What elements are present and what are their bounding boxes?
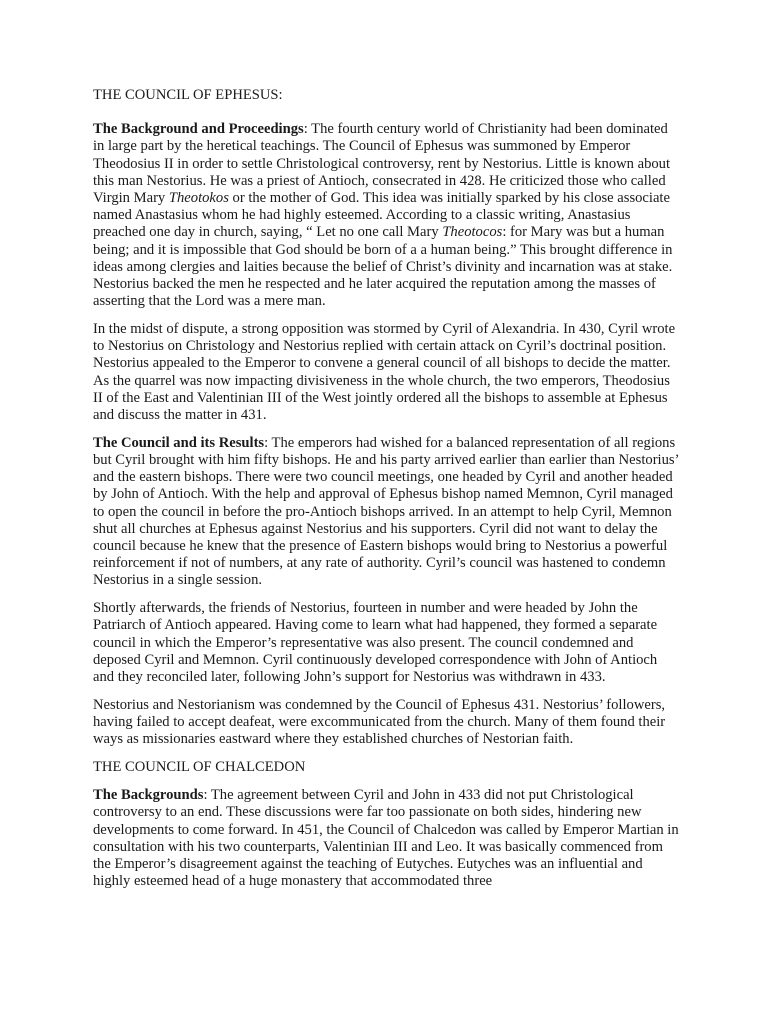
document-page <box>93 87 680 901</box>
paragraph-afterwards: Shortly afterwards, the friends of Nestorius, fourteen in number and were headed by John the Patriarch of Antioch appeared. Having come to learn what had happened, they formed a separate council in which the Emperor’s representative was also present. The council condemned and deposed Cyril and Memnon. Cyril continuously developed correspondence with John of Antioch and they reconciled later, following John’s support for Nestorius was withdrawn in 433. <box>93 600 658 686</box>
paragraph-lead-council-results: The Council and its Results <box>93 434 265 451</box>
paragraph-text: : The agreement between Cyril and John in 433 did not put Christological controversy to an end. These discussions were far too passionate on both sides, hindering new developments to come forward. In 451, the Council of Chalcedon was called by Emperor Martian in consultation with his two counterparts, Valentinian III and Leo. It was basically commenced from the Emperor’s disagreement against the teaching of Eutyches. Eutyches was an influential and highly esteemed head of a huge monastery that accommodated three <box>93 787 679 890</box>
paragraph-text: or the mother of God. This idea was initially sparked by his close associate named Anastasius whom he had highly esteemed. According to a classic writing, Anastasius preached one day in church, saying, “ Let no one call Mary <box>93 190 670 241</box>
paragraph-background-proceedings <box>93 121 680 310</box>
paragraph-dispute: In the midst of dispute, a strong opposition was stormed by Cyril of Alexandria. In 430, Cyril wrote to Nestorius on Christology and Nestorius replied with certain attack on Cyril’s doctrinal position. Nestorius appealed to the Emperor to convene a general council of all bishops to decide the matter. As the quarrel was now impacting divisiveness in the whole church, the two emperors, Theodosius II of the East and Valentinian III of the West jointly ordered all the bishops to assemble at Ephesus and discuss the matter in 431. <box>93 321 676 424</box>
paragraph-condemnation: Nestorius and Nestorianism was condemned by the Council of Ephesus 431. Nestorius’ followers, having failed to accept deafeat, were excommunicated from the church. Many of them found their ways as missionaries eastward where they established churches of Nestorian faith. <box>93 696 666 748</box>
section-heading-ephesus: THE COUNCIL OF EPHESUS: <box>93 87 283 103</box>
paragraph-text: : for Mary was but a human being; and it is impossible that God should be born of a a human being.” This brought difference in ideas among clergies and laities because the belief of Christ’s divinity and incarnation was at stake. Nestorius backed the men he respected and he later acquired the reputation among the masses of asserting that the Lord was a mere man. <box>93 224 673 310</box>
paragraph-text: : The emperors had wished for a balanced representation of all regions but Cyril brought with him fifty bishops. He and his party arrived earlier than earlier than Nestorius’ and the eastern bishops. There were two council meetings, one headed by Cyril and another headed by John of Antioch. With the help and approval of Ephesus bishop named Memnon, Cyril managed to open the council in before the pro-Antioch bishops arrived. In an attempt to help Cyril, Memnon shut all churches at Ephesus against Nestorius and his supporters. Cyril did not want to delay the council because he knew that the presence of Eastern bishops would bring to Nestorius a powerful reinforcement if not of numbers, at any rate of authority. Cyril’s council was hastened to condemn Nestorius in a single session. <box>93 434 679 589</box>
paragraph-council-results <box>93 435 680 590</box>
paragraph-text: : The fourth century world of Christianity had been dominated in large part by the heretical teachings. The Council of Ephesus was summoned by Emperor Theodosius II in order to settle Christological controversy, rent by Nestorius. Little is known about this man Nestorius. He was a priest of Antioch, consecrated in 428. He criticized those who called Virgin Mary <box>93 121 671 207</box>
paragraph-backgrounds <box>93 787 680 890</box>
italic-term-theotocos: Theotocos <box>442 224 503 241</box>
italic-term-theotokos: Theotokos <box>168 190 229 207</box>
section-heading-chalcedon: THE COUNCIL OF CHALCEDON <box>93 759 306 776</box>
paragraph-lead-background: The Background and Proceedings <box>93 121 304 138</box>
paragraph-lead-backgrounds: The Backgrounds <box>93 787 204 804</box>
